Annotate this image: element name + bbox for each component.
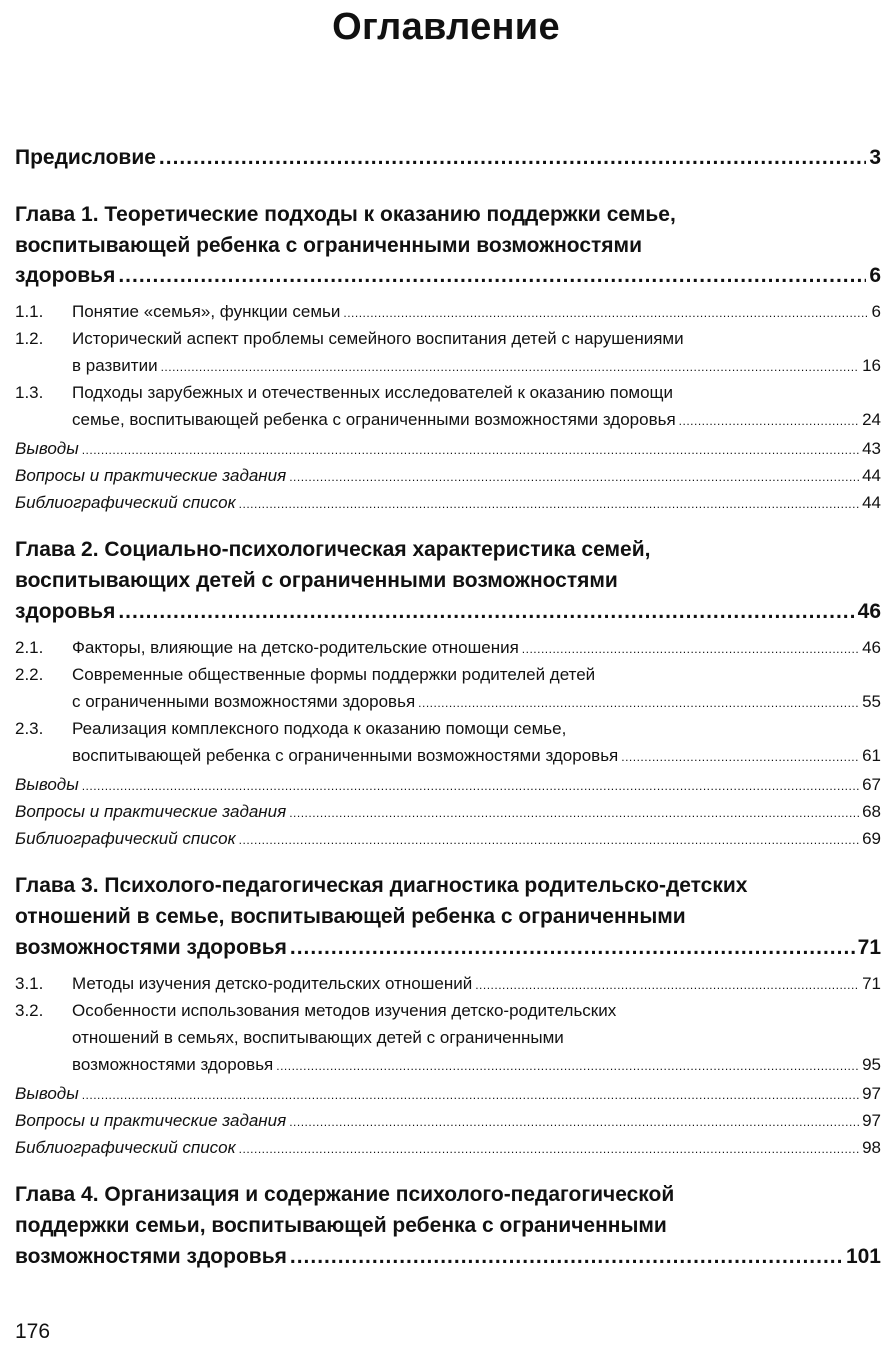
chapter-title-line: возможностями здоровья: [15, 936, 287, 959]
chapter-title-line[interactable]: воспитывающей ребенка с ограниченными возможностями: [15, 234, 642, 257]
section-title: Исторический аспект проблемы семейного воспитания детей с нарушениями: [72, 329, 684, 348]
toc-page: 67: [862, 775, 881, 794]
toc-label: Вопросы и практические задания: [15, 466, 287, 485]
toc-page: 97: [862, 1111, 881, 1130]
section-number: 1.1.: [15, 302, 44, 321]
dot-leader: [118, 264, 866, 288]
toc-preface[interactable]: [15, 146, 881, 170]
toc-page: 46: [857, 600, 881, 623]
dot-leader: [159, 146, 866, 170]
section-number: 2.3.: [15, 719, 44, 738]
toc-label: Библиографический список: [15, 829, 236, 848]
toc-label: Выводы: [15, 439, 79, 458]
toc-conclusions[interactable]: [15, 439, 881, 459]
toc-questions[interactable]: [15, 802, 881, 822]
chapter-title-line[interactable]: Глава 2. Социально-психологическая характеристика семей,: [15, 538, 651, 561]
page-title: Оглавление: [332, 6, 560, 48]
section-title: семье, воспитывающей ребенка с ограниченными возможностями здоровья: [72, 410, 676, 429]
toc-page: 24: [862, 410, 881, 429]
dot-leader: [161, 356, 860, 376]
dot-leader: [418, 692, 859, 712]
dot-leader: [239, 493, 859, 513]
chapter-title-line[interactable]: Глава 1. Теоретические подходы к оказанию поддержки семье,: [15, 203, 676, 226]
section-title: Особенности использования методов изучения детско-родительских: [72, 1001, 617, 1020]
toc-bibliography[interactable]: [15, 1138, 881, 1158]
chapter-title-line[interactable]: Глава 3. Психолого-педагогическая диагностика родительско-детских: [15, 874, 748, 897]
section-number: 1.2.: [15, 329, 44, 348]
chapter-title-line: здоровья: [15, 600, 116, 623]
toc-chapter-1[interactable]: [15, 264, 881, 288]
chapter-title-line: возможностями здоровья: [15, 1245, 287, 1268]
chapter-title-line[interactable]: Глава 4. Организация и содержание психолого-педагогической: [15, 1183, 675, 1206]
section-title: Понятие «семья», функции семьи: [72, 302, 341, 321]
section-number: 3.2.: [15, 1001, 44, 1020]
toc-label: Выводы: [15, 1084, 79, 1103]
dot-leader: [82, 439, 859, 459]
toc-label: Библиографический список: [15, 1138, 236, 1157]
dot-leader: [290, 936, 855, 960]
toc-page: 69: [862, 829, 881, 848]
dot-leader: [289, 1111, 859, 1131]
toc-page: 71: [857, 936, 881, 959]
section-title: воспитывающей ребенка с ограниченными возможностями здоровья: [72, 746, 619, 765]
toc-page: 16: [862, 356, 881, 375]
toc-chapter-4[interactable]: [15, 1245, 881, 1269]
toc-page: 97: [862, 1084, 881, 1103]
chapter-title-line[interactable]: поддержки семьи, воспитывающей ребенка с ограниченными: [15, 1214, 667, 1237]
dot-leader: [289, 802, 859, 822]
dot-leader: [679, 410, 859, 430]
page-number: 176: [15, 1320, 51, 1343]
toc-page: 71: [862, 974, 881, 993]
toc-page: 46: [862, 638, 881, 657]
dot-leader: [82, 1084, 859, 1104]
dot-leader: [475, 974, 859, 994]
toc-page: 3: [869, 146, 881, 169]
section-title: Современные общественные формы поддержки родителей детей: [72, 665, 596, 684]
section-title: в развитии: [72, 356, 158, 375]
toc-chapter-3[interactable]: [15, 936, 881, 960]
dot-leader: [621, 746, 859, 766]
section-number: 2.2.: [15, 665, 44, 684]
section-number: 3.1.: [15, 974, 44, 993]
toc-page: 55: [862, 692, 881, 711]
section-title: возможностями здоровья: [72, 1055, 274, 1074]
chapter-title-line[interactable]: воспитывающих детей с ограниченными возможностями: [15, 569, 618, 592]
dot-leader: [289, 466, 859, 486]
toc-bibliography[interactable]: [15, 493, 881, 513]
toc-page: 44: [862, 466, 881, 485]
toc-page: 95: [862, 1055, 881, 1074]
dot-leader: [118, 600, 854, 624]
toc-page: 68: [862, 802, 881, 821]
dot-leader: [276, 1055, 859, 1075]
toc-label: Вопросы и практические задания: [15, 1111, 287, 1130]
toc-page: 43: [862, 439, 881, 458]
toc-page: 44: [862, 493, 881, 512]
toc-questions[interactable]: [15, 466, 881, 486]
section-number: 2.1.: [15, 638, 44, 657]
section-title: отношений в семьях, воспитывающих детей с ограниченными: [72, 1028, 564, 1047]
section-title: с ограниченными возможностями здоровья: [72, 692, 416, 711]
dot-leader: [522, 638, 859, 658]
toc-label: Библиографический список: [15, 493, 236, 512]
toc-chapter-2[interactable]: [15, 600, 881, 624]
dot-leader: [239, 829, 859, 849]
toc-label: Вопросы и практические задания: [15, 802, 287, 821]
section-number: 1.3.: [15, 383, 44, 402]
toc-page: 6: [869, 264, 881, 287]
toc-page: 101: [845, 1245, 881, 1268]
toc-questions[interactable]: [15, 1111, 881, 1131]
section-title: Факторы, влияющие на детско-родительские отношения: [72, 638, 519, 657]
section-title: Реализация комплексного подхода к оказанию помощи семье,: [72, 719, 567, 738]
dot-leader: [82, 775, 859, 795]
chapter-title-line: здоровья: [15, 264, 116, 287]
dot-leader: [290, 1245, 843, 1269]
toc-label: Выводы: [15, 775, 79, 794]
section-title: Методы изучения детско-родительских отношений: [72, 974, 473, 993]
toc-label: Предисловие: [15, 146, 156, 169]
dot-leader: [239, 1138, 859, 1158]
toc-bibliography[interactable]: [15, 829, 881, 849]
dot-leader: [343, 302, 868, 322]
toc-conclusions[interactable]: [15, 775, 881, 795]
toc-page: 61: [862, 746, 881, 765]
toc-page: 6: [871, 302, 881, 321]
toc-page: 98: [862, 1138, 881, 1157]
section-title: Подходы зарубежных и отечественных исследователей к оказанию помощи: [72, 383, 674, 402]
chapter-title-line[interactable]: отношений в семье, воспитывающей ребенка с ограниченными: [15, 905, 686, 928]
toc-conclusions[interactable]: [15, 1084, 881, 1104]
